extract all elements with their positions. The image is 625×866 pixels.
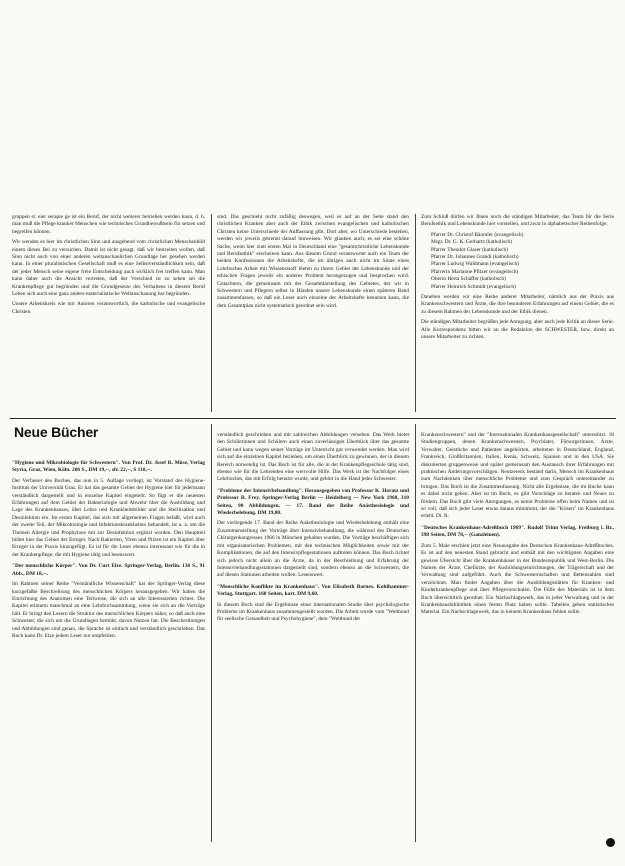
review-text: Krankenschwestern" und der "Internationalen Krankenhausgesellschaft" unterstützt. 18 Studiengruppen, denen Krankenschwestern, Psychiater, Fürsorgerinnen, Ärzte, Verwalter, Geistliche und Patienten angehörten, arbeiteten in Deutschland, England, Frankreich, Großbritannien, Italien, Kenia, Schweiz, Spanien und in den USA. Sie diskutierten gruppenweise und später gemeinsam den Austausch ihrer Erfahrungen mit praktischen Änderungsvorschlägen. Neutzereck bestand darin, Mensch im Krankenhaus zum Nachdenken über menschliche Probleme und zum Gespräch untereinander zu bringen. Das Buch ist die Zusammenfassung. Nicht alle Ergebnisse, die im Buche kann es dabei nicht geben. Aber ist im Buch, es gibt Vorschläge zu beraten und Neues zu fördern. Das Buch gibt viele Anregungen, es nennt Probleme offen beim Namen und ist so voll, daß sich jeder Leser etwas daraus mitnimmt, der die "Krisen" im Krankenhaus erlebt. Dr. R. [421, 432, 614, 520]
section-rule [10, 418, 616, 419]
review-text: In diesem Buch sind die Ergebnisse einer internationalen Studie über psychologische Probleme im Krankenhaus zusammengestellt worden. Die Arbeit wurde vom "Weltbund für seelische Gesundheit und Psychohygiene", dem "Weltbund der [217, 601, 409, 623]
paragraph: Zum Schluß dürfen wir Ihnen noch die ständigen Mitarbeiter, das Team für die Serie Berufsethik und Lebenskunde hier vorstellen, und zwar in alphabetischer Reihenfolge: [421, 214, 614, 228]
column-divider [211, 424, 212, 842]
column-2-top [217, 214, 409, 412]
page-marker-icon [606, 838, 615, 847]
column-1-top [12, 214, 205, 412]
list-item: Msgr. Dr. G. K. Gerhartz (katholisch) [431, 239, 512, 246]
list-item: Pfarrer Dr. Christof Bäumler (evangelisch) [431, 231, 524, 238]
column-divider [415, 214, 416, 412]
review-text: Der Verfasser des Buches, das nun in 5. Auflage vorliegt, ist Vorstand des Hygiene-Instituts der Universität Graz. Er hat das gesamte Gebiet der Hygiene hier für jedermann verständlich dargestellt und in einzelne Kapitel eingeteilt. So fügt er die neuesten Erfahrungen auf dem Gebiet der Bakteriologie und Abwehr über die Ausbildung und Lage des Krankenhauses, über Lehre und Krankheitsbilder und die Sterilisation und Desinfektion ein. Im ersten Kapitel, das sich mit allgemeinen Fragen befaßt, wird auch der zweite Teil, der Mikrobiologie und Infektionskrankheiten behandelt, ist u. a. um die Themen Allergie und Prophylaxe mit zur Desinfektion ergänzt worden. Den Hauptteil bildet hier das Gebiet der Erreger. Nach Bakterien, Viren und Pilzen ist ein Kapitel über Erreger in der Praxis hinzugefügt. Es ist für die Leser ebenso interessant wie für die in der Krankenpflege, die mit Hygiene tätig und lesenswert. [12, 477, 205, 558]
review-text: verständlich geschrieben und mit zahlreichen Abbildungen versehen. Das Werk bietet den Schülerinnen und Schülern auch einen zuverlässigen Überblick über das gesamte Gebiet und kann wegen seiner Vorzüge im Unterricht gut verwendet werden. Man wird sich auf die einzelnen Kapitel beziehen, um einen Überblick zu gewinnen, der in diesem Bereich notwendig ist. Das Buch ist für alle, die in der Krankenpflegeschule tätig sind, ebenso wie für die Lehrenden eine wertvolle Hilfe. Das Werk ist der Nachfolger eines Lehrbuches, das mit Erfolg benutzt wurde, und gehört in die Hand jeder Schwester. [217, 432, 409, 483]
paragraph: Unsere Arbeitskreis wie mir Autoren verantwortlich, die katholische und evangelische Christen [12, 301, 205, 315]
list-item: Oberin Herta Schäffer (katholisch) [431, 276, 506, 283]
list-item: Pfarrer Dr. Johannes Grandi (katholisch) [431, 254, 519, 261]
list-item: Pfarrerin Marianne Pfitzer (evangelisch) [431, 268, 519, 275]
review-heading: "Hygiene und Mikrobiologie für Schwestern". Von Prof. Dr. Josef R. Möse, Verlag Styria, Graz, Wien, Köln. 206 S., DM 19,--, sfr. 22,--, S 118,--. [12, 460, 205, 474]
review-text: Zum 5. Male erschien jetzt eine Neuausgabe des Deutschen Krankenhaus-Adreßbuches. Es ist auf den neuesten Stand gebracht und enthält mit den wichtigsten Angaben eine gewisse Übersicht über die Krankenhäuser in der Bundesrepublik und West-Berlin. Die Namen der Ärzte, Chefärzte, der Ausbildungseinrichtungen, der Trägerschaft und der Verwaltung sind aufgeführt. Auch die Schwesternschaften und Bettenzahlen sind verzeichnet. Man findet Angaben über die Ausbildungsstätten für Kranken- und Kinderkrankenpflege und über Pflegevorschulen. Die Fülle des Materials ist in dem Buch übersichtlich geordnet. Ein Nachschlagewerk, das in jeder Verwaltung und in der Krankenhausbibliothek einen festen Platz haben sollte. Tabellen geben statistisches Material. Ein Nachschlagewerk, das in keinem Krankenhaus fehlen sollte. [421, 542, 614, 616]
column-3-top [421, 214, 614, 412]
review-heading: "Der menschliche Körper". Von Dr. Curt Elze. Springer-Verlag, Berlin. 136 S., 91 Abb., DM 18,--. [12, 563, 205, 577]
paragraph: sind. Das geschieht nicht zufällig deswegen, weil es auf an der Seite stand den christlichen Kranken aber auch der Ethik zwischen evangelischen und katholischen Christen keine Unterschiede der Auffassung gibt. Dort aber, wo Unterschiede bestehen, werden wir jeweils getrennt darauf hinweisen. Wir glauben auch, es sei eine schöne Sache, wenn hier zum ersten Mal in Deutschland eine "gesamtchristliche Lebenskunde und Berufsethik" erscheinen kann. Aus diesem Grund verantwortet auch ein Team der beiden Konfessionen die Arbeitshefte, die im übrigen auch nicht im Sinne eines Lehrbuches Arbeit mit Wissensstoff bieten zu ihrem Gebiet der Lebenskunde und der ethischen Fragen jeweils ein anderes Problem herangezogen und besprochen wird. Gutachtern, die gemeinsam mit der Gesamtdarstellung des Gebietes, der wir in Schwestern und Pflegern selbst in Händen unsere Lebenskunde einen späteren Band zusammenfassen, so daß ein Leser auch einzelne der Arbeitshefte benutzen kann, die dem Gesamtplan nicht systematisch geordnet sein wird. [217, 214, 409, 309]
column-3-bottom [421, 432, 614, 842]
column-1-bottom [12, 456, 205, 866]
review-text: Im Rahmen seiner Reihe "Verständliche Wissenschaft" hat der Springer-Verlag diese kurzgefaßte Beschreibung des menschlichen Körpers herausgegeben. Wir haben die Einrichtung des Anatomen eine Teilweise, die sich an alle Interessierten richtet. Die Kapitel erinnern manchmal an eine Lehrbuchsammlung, wenn sie sich an die Vorträge hält. Er bringt den Lesern die Struktur des menschlichen Körpers näher, so daß auch eine Schwester, die sich um die Grundlagen bemüht, davon Nutzen hat. Die Beschreibungen und Abbildungen sind genau, die Sprache ist einfach und verständlich geschrieben. Das Buch kann Dr. Elze jedem Leser nur empfehlen. [12, 581, 205, 639]
list-item: Pfarrer Ludwig Waldmann (evangelisch) [431, 261, 519, 268]
paragraph: Die ständigen Mitarbeiter begrüßen jede Anregung, aber auch jede Kritik an dieser Serie. Alle Korrespondenz bitten wir an die Redaktion der SCHWESTER, bzw. direkt an unsere Mitarbeiter zu richten. [421, 319, 614, 341]
paragraph: gruppen st. eier serapie ge ist ein Beruf, der nicht weiterer betrieben werden kann, d. h. man muß die Pflege kranker Menschen wie technisches Grundbewußtsein für setzen und begreifen können. [12, 214, 205, 235]
section-title: Neue Bücher [14, 424, 99, 440]
list-item: Pfarrer Theodor Glaser (katholisch) [431, 246, 508, 253]
paragraph: Wir wenden es hier im christlichen Sinn und ausgehend vom christlichen Menschenbild einem dieses Bei zu versuchen. Damit ist nicht gesagt, daß wir bestreiten wollen, daß Sinn nicht auch von einer anderen weltanschaulichen Grundlage her gesehen werden kann. In einer pluralistischen Gesellschaft muß es eine Selbstverständlichkeit sein, daß der jeder Mensch seine eigene freie Entscheidung auch wirklich frei treffen kann. Man kann daher auch die Ansicht vertreten, daß der Verschied ist zu sehen sei die Krankenpflege gut begründen und die Grundgesetze des Verhaltens in diesem Beruf Leben sich auch eine ganz andere materialistische Weltanschauung her begründen. [12, 239, 205, 298]
column-divider [415, 424, 416, 842]
column-2-bottom [217, 432, 409, 842]
review-heading: "Deutsches Krankenhaus-Adreßbuch 1969". Rudolf Trinn Verlag, Freiburg i. Br., 398 Seiten, DM 78,-- (Ganzleinen). [421, 524, 614, 539]
review-heading: "Menschliche Konflikte im Krankenhaus". Von Elisabeth Barnes. Kohlhammer-Verlag, Stuttgart. 160 Seiten, kart. DM 9,60. [217, 583, 409, 598]
paragraph: Daneben werden wir eine Reihe anderer Mitarbeiter, nämlich aus der Praxis aus Krankenschwestern und Ärzte, die ihre besonderen Erfahrungen auf einem Gebiet, die es zu diesem Rahmen der Lebenskunde und der Ethik dienen. [421, 294, 614, 315]
review-text: Der vorliegende 17. Band der Reihe Anästhesiologie und Wiederbelebung enthält eine Zusammenstellung der Vorträge über Intensivbehandlung, die während des Deutschen Chirurgenkongresses 1966 in München gehalten wurden. Die Vorträge beschäftigen sich mit organisatorischen Problemen, mit den technischen Möglichkeiten sowie mit der Komplikationen, die auf den Intensivpflegestationen auftreten können. Das Buch richtet sich jedoch nicht allein an die Ärzte, da in der Beschreibung und Erfahrung der Intensivbehandlungsstationen dargestellt sind, sondern ebenso an die Schwestern, die auf diesen Stationen arbeiten wollen. Lesenswert. [217, 520, 409, 579]
list-item: Pfarrer Heinrich Schmidt (evangelisch) [431, 283, 516, 290]
column-divider [211, 214, 212, 412]
review-heading: "Probleme der Intensivbehandlung". Herausgegeben von Professor K. Horatz und Professor R. Frey. Springer-Verlag Berlin — Heidelberg — New York 1968, 310 Seiten, 90 Abbildungen. — 17. Band der Reihe Anästhesiologie und Wiederbelebung. DM 19,80. [217, 487, 409, 517]
team-list [431, 232, 614, 291]
